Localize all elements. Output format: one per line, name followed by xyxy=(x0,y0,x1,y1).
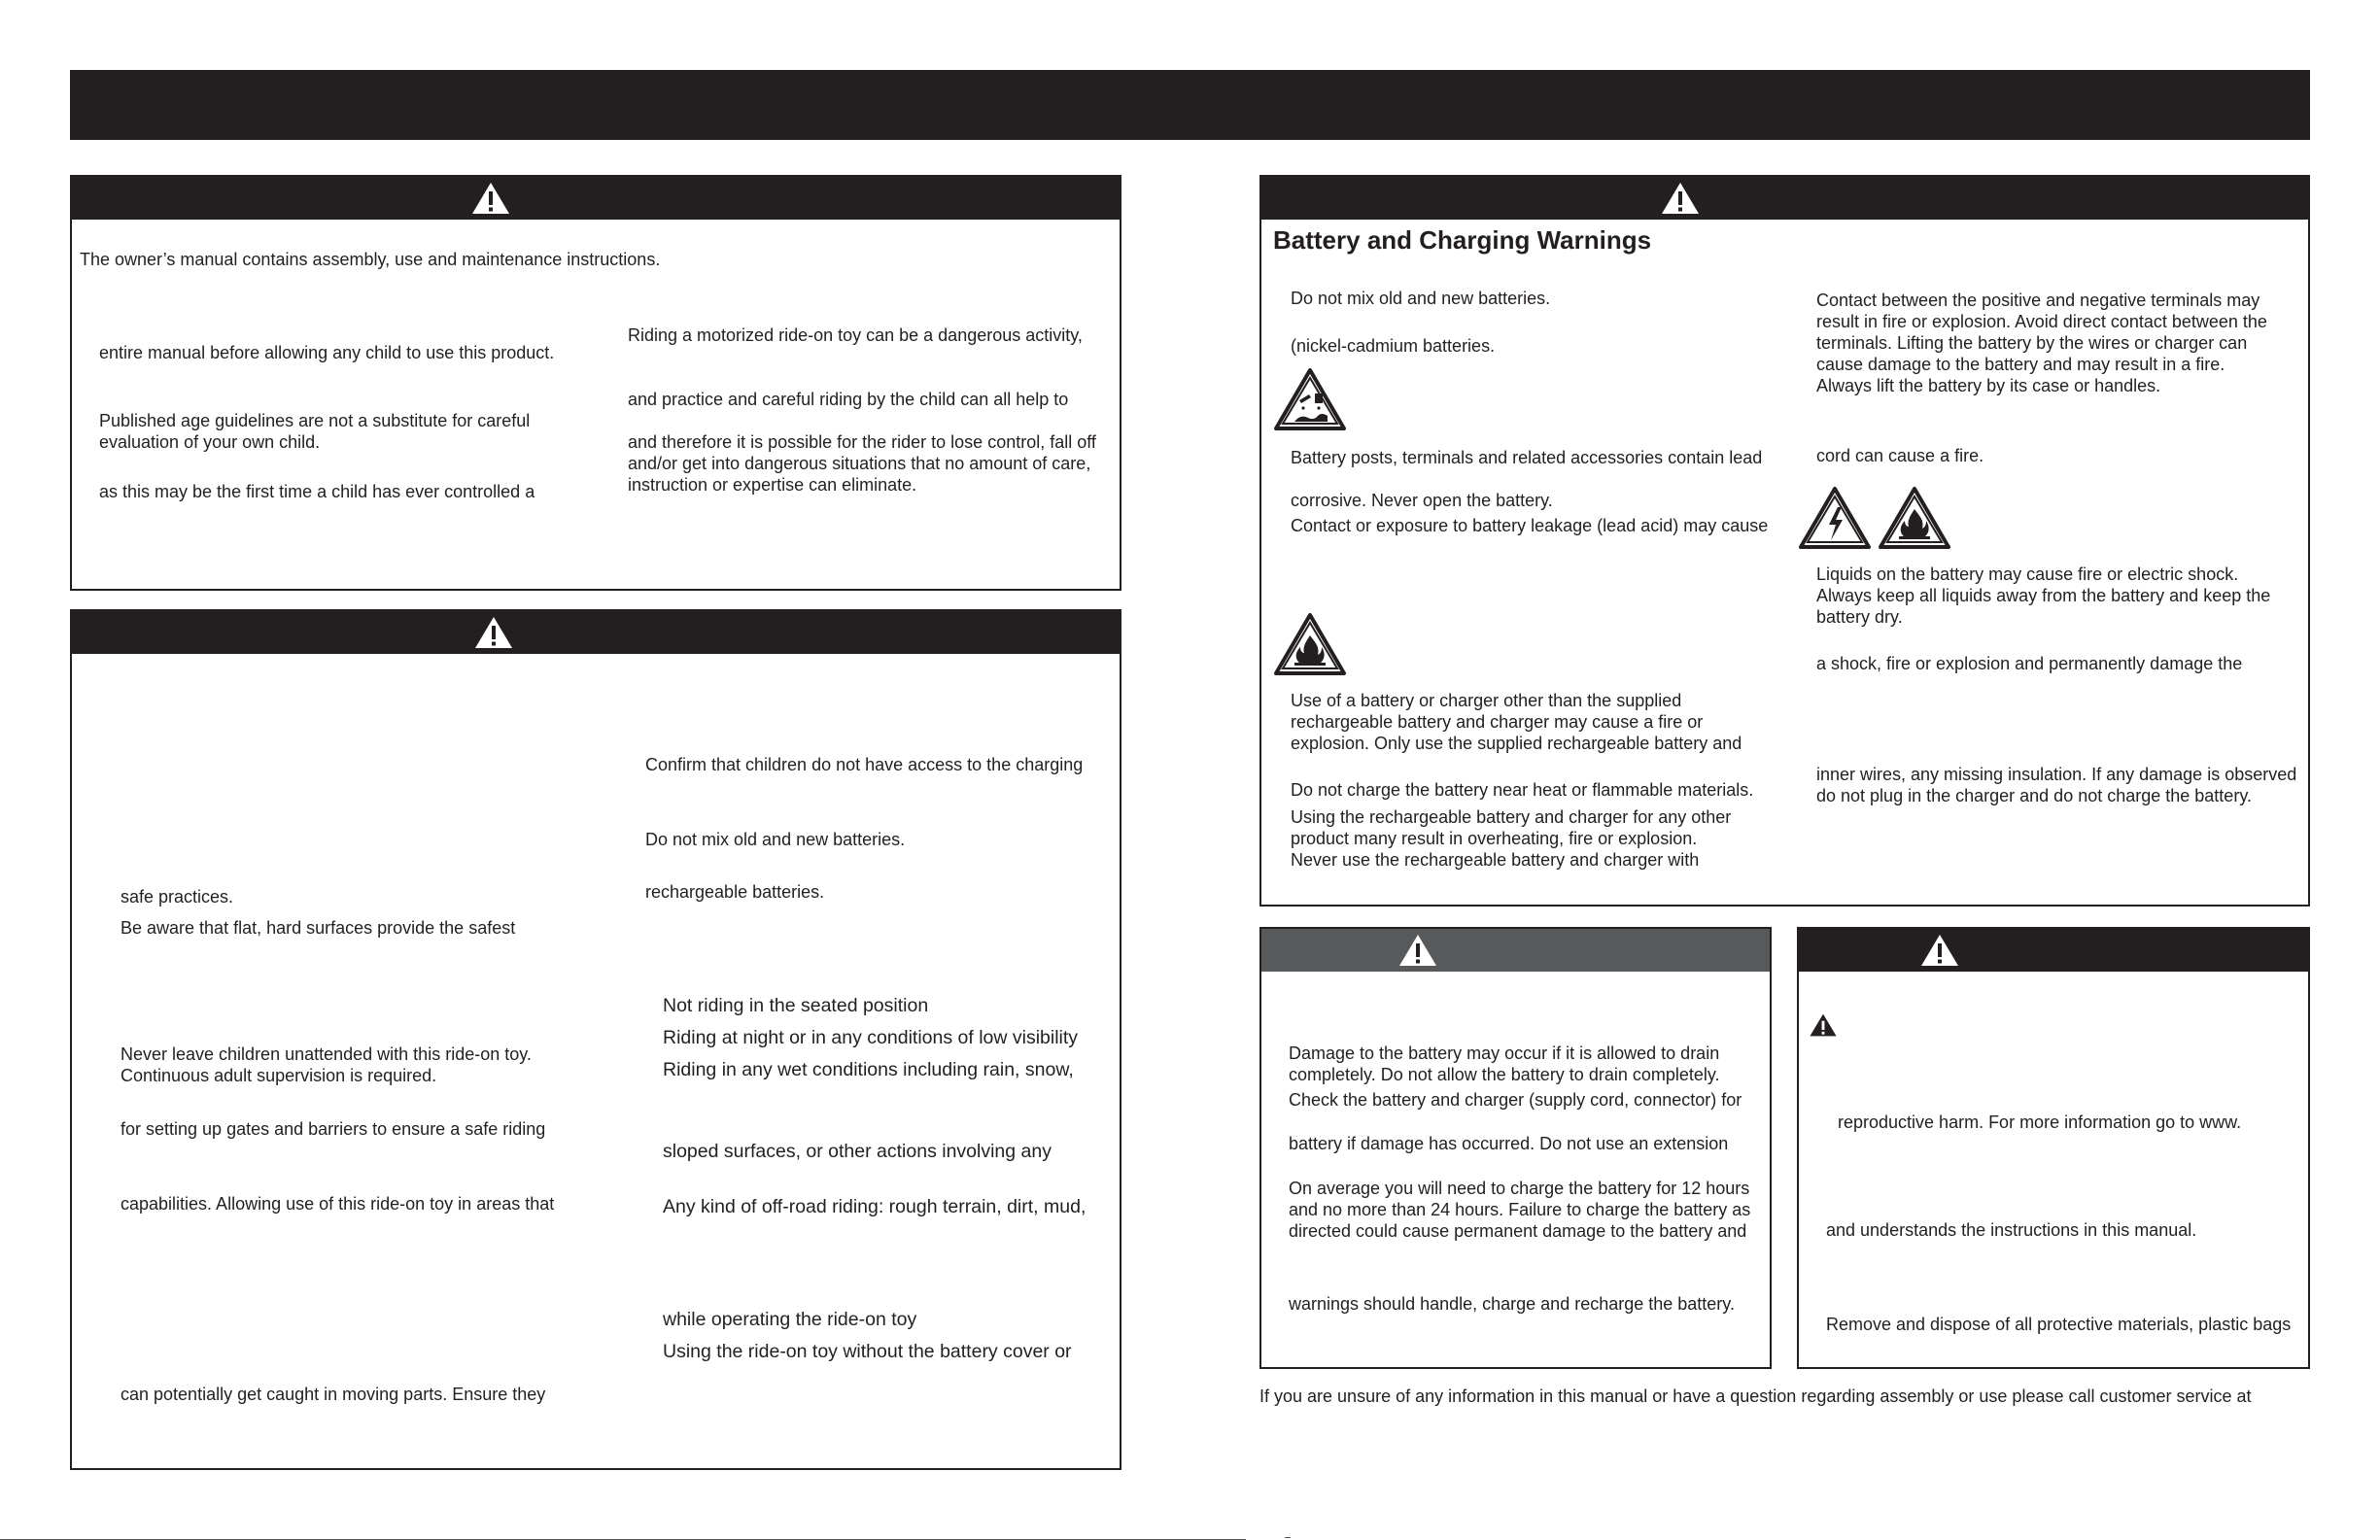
paragraph-line: Contact or exposure to battery leakage (lead acid) may cause xyxy=(1291,516,1769,535)
paragraph-line: as this may be the first time a child has ever controlled a xyxy=(99,482,535,501)
paragraph-line: Published age guidelines are not a substitute for careful xyxy=(99,411,531,430)
paragraph-line: Confirm that children do not have access to the charging xyxy=(645,755,1084,774)
corrosive-hazard-icon xyxy=(1273,367,1347,431)
caution-header xyxy=(1261,929,1770,972)
paragraph-line: Damage to the battery may occur if it is allowed to drain xyxy=(1289,1044,1720,1063)
paragraph-line: On average you will need to charge the battery for 12 hours xyxy=(1289,1179,1750,1198)
list-item: Any kind of off-road riding: rough terrain, dirt, mud, xyxy=(663,1196,1087,1217)
paragraph-line: Never use the rechargeable battery and charger with xyxy=(1291,850,1700,870)
paragraph-line: do not plug in the charger and do not charge the battery. xyxy=(1816,786,2252,805)
paragraph-line: result in fire or explosion. Avoid direct contact between the xyxy=(1816,312,2267,331)
warning-header xyxy=(1261,177,2308,220)
page-divider xyxy=(1285,1537,1291,1538)
paragraph-line: battery if damage has occurred. Do not use an extension xyxy=(1289,1134,1729,1153)
paragraph-line: can potentially get caught in moving parts. Ensure they xyxy=(121,1385,546,1404)
general-warning-box xyxy=(70,175,1121,591)
list-item: Riding in any wet conditions including rain, snow, xyxy=(663,1059,1074,1080)
section-title: Battery and Charging Warnings xyxy=(1273,225,1652,255)
paragraph-line: (nickel-cadmium batteries. xyxy=(1291,336,1496,356)
paragraph-line: terminals. Lifting the battery by the wires or charger can xyxy=(1816,333,2248,353)
paragraph-line: Always keep all liquids away from the battery and keep the xyxy=(1816,586,2271,605)
paragraph-line: rechargeable battery and charger may cause a fire or xyxy=(1291,712,1704,732)
safety-warning-box xyxy=(70,609,1121,1470)
list-item: while operating the ride-on toy xyxy=(663,1309,917,1330)
paragraph-line: Never leave children unattended with this ride-on toy. xyxy=(121,1044,532,1064)
paragraph-line: Do not charge the battery near heat or flammable materials. xyxy=(1291,780,1754,800)
paragraph-line: and practice and careful riding by the child can all help to xyxy=(628,390,1069,409)
paragraph-line: inner wires, any missing insulation. If any damage is observed xyxy=(1816,765,2297,784)
warning-triangle-icon xyxy=(1397,933,1438,968)
paragraph-line: corrosive. Never open the battery. xyxy=(1291,491,1553,510)
flammable-hazard-icon xyxy=(1878,486,1951,550)
paragraph-line: Using the rechargeable battery and charger for any other xyxy=(1291,807,1732,827)
warning-triangle-icon xyxy=(1809,1012,1838,1038)
warning-triangle-icon xyxy=(473,615,514,650)
paragraph-line: a shock, fire or explosion and permanently damage the xyxy=(1816,654,2243,673)
paragraph-line: and therefore it is possible for the rider to lose control, fall off xyxy=(628,432,1096,452)
warning-header xyxy=(72,611,1120,654)
paragraph-line: cord can cause a fire. xyxy=(1816,446,1984,465)
prop65-warning-box xyxy=(1797,927,2310,1369)
paragraph-line: for setting up gates and barriers to ensure a safe riding xyxy=(121,1119,546,1139)
intro-text: The owner’s manual contains assembly, use and maintenance instructions. xyxy=(80,250,661,269)
paragraph-line: capabilities. Allowing use of this ride-on toy in areas that xyxy=(121,1194,555,1214)
paragraph-line: Check the battery and charger (supply cord, connector) for xyxy=(1289,1090,1742,1110)
paragraph-line: and/or get into dangerous situations that no amount of care, xyxy=(628,454,1091,473)
paragraph-line: Do not mix old and new batteries. xyxy=(1291,289,1551,308)
paragraph-line: directed could cause permanent damage to the battery and xyxy=(1289,1221,1747,1241)
paragraph-line: Be aware that flat, hard surfaces provide the safest xyxy=(121,918,516,938)
paragraph-line: instruction or expertise can eliminate. xyxy=(628,475,917,495)
paragraph-line: Always lift the battery by its case or handles. xyxy=(1816,376,2161,395)
paragraph-line: rechargeable batteries. xyxy=(645,882,825,902)
warning-header xyxy=(72,177,1120,220)
list-item: Not riding in the seated position xyxy=(663,995,929,1016)
list-item: sloped surfaces, or other actions involving any xyxy=(663,1141,1052,1162)
paragraph-line: Do not mix old and new batteries. xyxy=(645,830,906,849)
paragraph-line: Riding a motorized ride-on toy can be a dangerous activity, xyxy=(628,325,1083,345)
warning-triangle-icon xyxy=(1660,181,1701,216)
paragraph-line: entire manual before allowing any child to use this product. xyxy=(99,343,555,362)
paragraph-line: safe practices. xyxy=(121,887,234,907)
paragraph-line: reproductive harm. For more information go to www. xyxy=(1838,1112,2242,1132)
paragraph-line: warnings should handle, charge and recharge the battery. xyxy=(1289,1294,1735,1314)
paragraph-line: Remove and dispose of all protective materials, plastic bags xyxy=(1826,1315,2292,1334)
paragraph-line: Continuous adult supervision is required. xyxy=(121,1066,437,1085)
header-bar xyxy=(70,70,2310,140)
paragraph-line: cause damage to the battery and may result in a fire. xyxy=(1816,355,2225,374)
paragraph-line: product many result in overheating, fire or explosion. xyxy=(1291,829,1698,848)
electric-shock-hazard-icon xyxy=(1798,486,1872,550)
paragraph-line: Use of a battery or charger other than the supplied xyxy=(1291,691,1682,710)
paragraph-line: completely. Do not allow the battery to drain completely. xyxy=(1289,1065,1720,1084)
paragraph-line: Liquids on the battery may cause fire or electric shock. xyxy=(1816,565,2239,584)
paragraph-line: battery dry. xyxy=(1816,607,1903,627)
list-item: Riding at night or in any conditions of low visibility xyxy=(663,1027,1079,1048)
paragraph-line: Contact between the positive and negative terminals may xyxy=(1816,291,2260,310)
paragraph-line: evaluation of your own child. xyxy=(99,432,321,452)
flammable-hazard-icon xyxy=(1273,612,1347,676)
list-item: Using the ride-on toy without the battery cover or xyxy=(663,1341,1072,1362)
caution-box xyxy=(1259,927,1772,1369)
paragraph-line: Battery posts, terminals and related accessories contain lead xyxy=(1291,448,1763,467)
paragraph-line: and no more than 24 hours. Failure to charge the battery as xyxy=(1289,1200,1751,1219)
warning-triangle-icon xyxy=(470,181,511,216)
paragraph-line: and understands the instructions in this manual. xyxy=(1826,1220,2197,1240)
paragraph-line: explosion. Only use the supplied rechargeable battery and xyxy=(1291,734,1742,753)
warning-header xyxy=(1799,929,2308,972)
customer-service-note: If you are unsure of any information in this manual or have a question regarding assembly or use please call customer service at xyxy=(1259,1386,2252,1406)
warning-triangle-icon xyxy=(1919,933,1960,968)
battery-warnings-box xyxy=(1259,175,2310,907)
